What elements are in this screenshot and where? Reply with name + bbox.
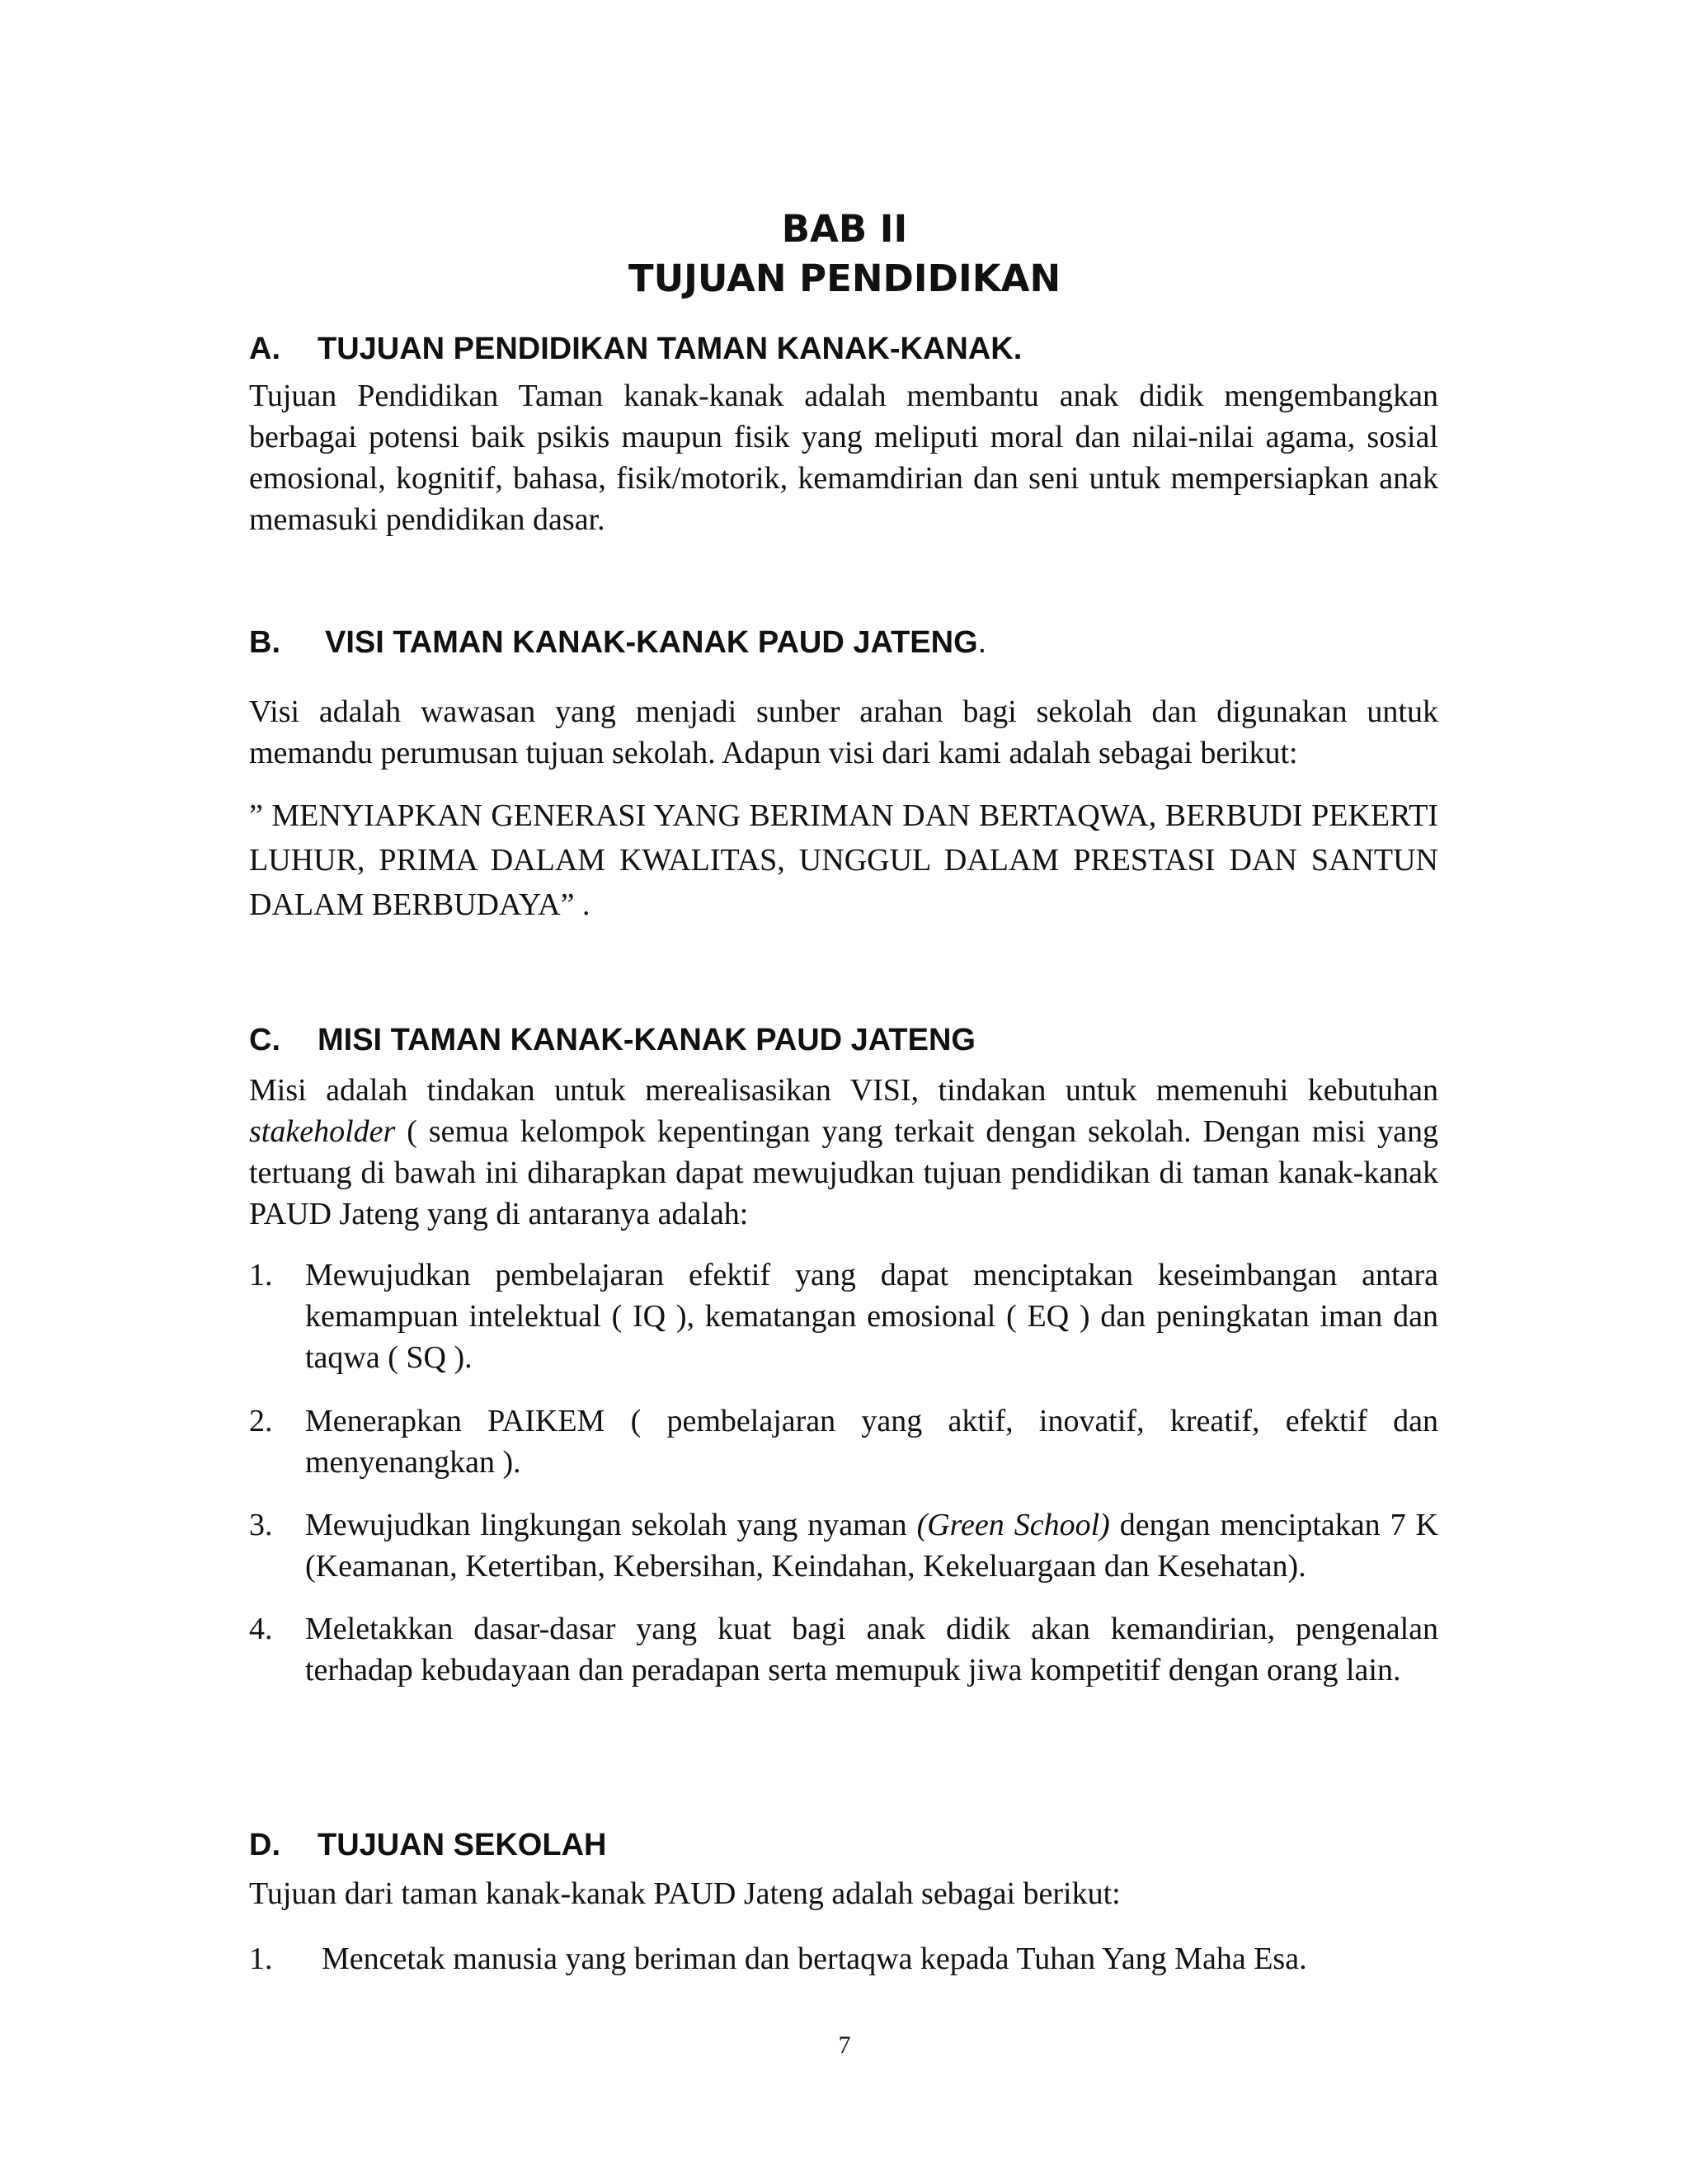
section-b-text: Visi adalah wawasan yang menjadi sunber arahan bagi sekolah dan digunakan untuk memandu perumusan tujuan sekolah. Adapun visi dari kami adalah sebagai berikut: (249, 694, 1438, 770)
mission-item-4-text: Meletakkan dasar-dasar yang kuat bagi anak didik akan kemandirian, pengenalan terhadap kebudayaan dan peradapan serta memupuk jiwa kompetitif dengan orang lain. (305, 1612, 1438, 1687)
section-d-intro: Tujuan dari taman kanak-kanak PAUD Jateng adalah sebagai berikut: (249, 1876, 1121, 1911)
mission-item-3 (249, 1504, 1438, 1587)
mission-item-1 (249, 1254, 1438, 1378)
mission-item-2 (249, 1400, 1438, 1483)
section-b-vision-statement: ” MENYIAPKAN GENERASI YANG BERIMAN DAN BERTAQWA, BERBUDI PEKERTI LUHUR, PRIMA DALAM KWALITAS, UNGGUL DALAM PRESTASI DAN SANTUN DALAM BERBUDAYA” . (249, 798, 1438, 922)
section-d-letter: D. (249, 1828, 280, 1862)
mission-item-4-number: 4. (249, 1612, 273, 1646)
section-d-title: TUJUAN SEKOLAH (318, 1828, 607, 1862)
school-goal-item-1-text: Mencetak manusia yang beriman dan bertaqwa kepada Tuhan Yang Maha Esa. (322, 1942, 1307, 1976)
section-c-intro-before: Misi adalah tindakan untuk merealisasikan VISI, tindakan untuk memenuhi kebutuhan (249, 1073, 1438, 1108)
chapter-title: TUJUAN PENDIDIKAN (628, 257, 1061, 300)
section-c-intro-after: ( semua kelompok kepentingan yang terkait dengan sekolah. Dengan misi yang tertuang di bawah ini diharapkan dapat mewujudkan tujuan pendidikan di taman kanak-kanak PAUD Jateng yang di antaranya adalah: (249, 1114, 1438, 1231)
section-c-intro-italic: stakeholder (249, 1114, 396, 1149)
section-a-letter: A. (249, 332, 280, 366)
section-a-title: TUJUAN PENDIDIKAN TAMAN KANAK-KANAK. (318, 332, 1023, 366)
school-goal-item-1-number: 1. (249, 1942, 273, 1976)
mission-item-3-after: dengan menciptakan 7 K (Keamanan, Ketertiban, Kebersihan, Keindahan, Kekeluargaan dan Kesehatan). (305, 1508, 1438, 1584)
school-goal-item-1 (249, 1938, 1438, 1979)
section-b-title-trail: . (977, 625, 987, 660)
section-d-heading (249, 1824, 606, 1866)
mission-item-1-text: Mewujudkan pembelajaran efektif yang dapat menciptakan keseimbangan antara kemampuan intelektual ( IQ ), kematangan emosional ( EQ ) dan peningkatan iman dan taqwa ( SQ ). (305, 1258, 1438, 1375)
page-number: 7 (838, 2031, 851, 2059)
mission-item-3-number: 3. (249, 1508, 273, 1542)
section-a-heading (249, 328, 1022, 369)
section-c-intro (249, 1070, 1438, 1235)
section-c-letter: C. (249, 1023, 280, 1057)
mission-item-2-text: Menerapkan PAIKEM ( pembelajaran yang aktif, inovatif, kreatif, efektif dan menyenangkan ). (305, 1404, 1438, 1480)
mission-item-1-number: 1. (249, 1258, 273, 1292)
section-c-heading (249, 1019, 976, 1061)
mission-item-3-text (305, 1504, 1438, 1587)
chapter-number: BAB II (781, 207, 908, 251)
mission-item-4 (249, 1608, 1438, 1691)
mission-item-3-italic: (Green School) (916, 1508, 1110, 1542)
mission-item-2-number: 2. (249, 1404, 273, 1438)
section-b-title: VISI TAMAN KANAK-KANAK PAUD JATENG (325, 625, 978, 660)
section-a-text: Tujuan Pendidikan Taman kanak-kanak adalah membantu anak didik mengembangkan berbagai potensi baik psikis maupun fisik yang meliputi moral dan nilai-nilai agama, sosial emosional, kognitif, bahasa, fisik/motorik, kemamdirian dan seni untuk mempersiapkan anak memasuki pendidikan dasar. (249, 379, 1438, 537)
section-c-title: MISI TAMAN KANAK-KANAK PAUD JATENG (318, 1023, 976, 1057)
section-b-heading (249, 622, 986, 663)
mission-item-3-before: Mewujudkan lingkungan sekolah yang nyaman (305, 1508, 917, 1542)
section-b-letter: B. (249, 625, 280, 660)
